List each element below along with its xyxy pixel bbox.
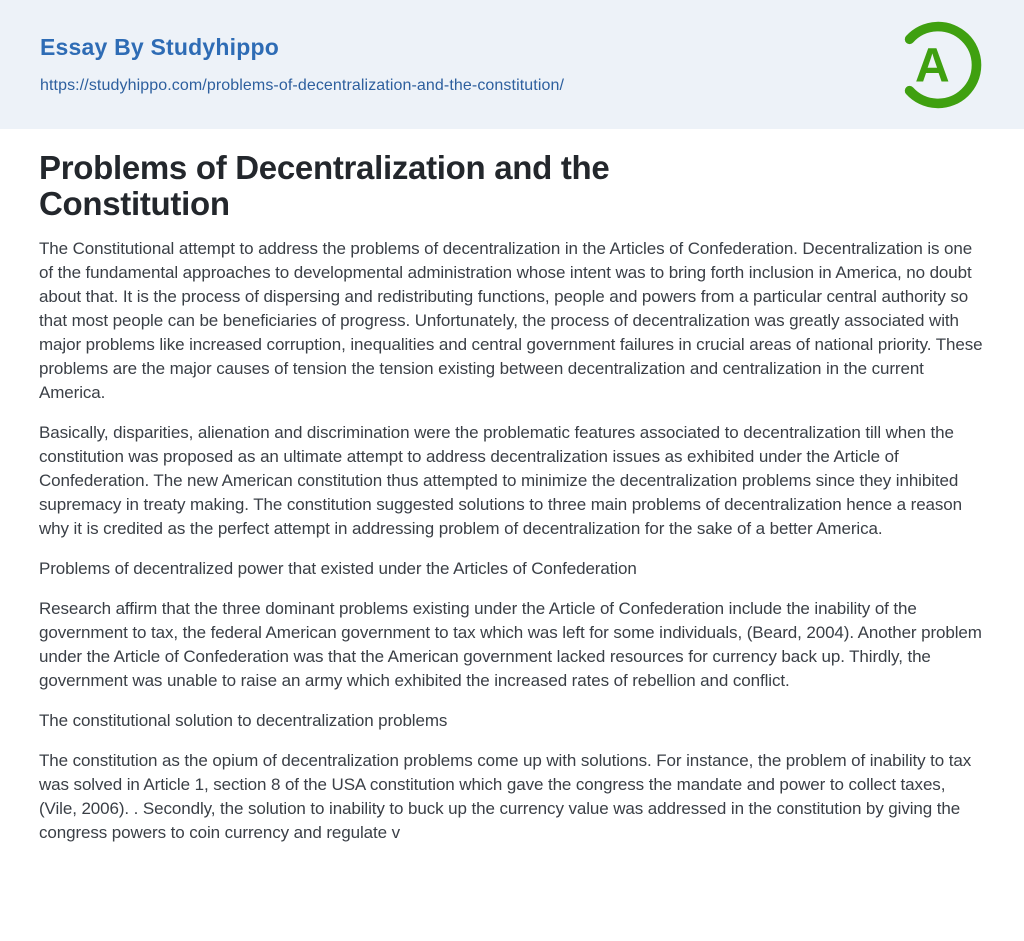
logo-letter: A [914,38,950,92]
studyhippo-logo-icon [890,17,986,113]
paragraph-background: Basically, disparities, alienation and discrimination were the problematic features associated to decentralization till when the constitution was proposed as an ultimate attempt to address decentralization issues as exhibited under the Article of Confederation. The new American constitution thus attempted to minimize the decentralization problems since they inhibited supremacy in treaty making. The constitution suggested solutions to three main problems of decentralization hence a reason why it is credited as the perfect attempt in addressing problem of decentralization for the sake of a better America. [39,423,963,538]
paragraph-intro: The Constitutional attempt to address the problems of decentralization in the Articles of Confederation. Decentralization is one of the fundamental approaches to developmental administration whose intent was to bring forth inclusion in America, no doubt about that. It is the process of dispersing and redistributing functions, people and powers from a particular central authority so that most people can be beneficiaries of progress. Unfortunately, the process of decentralization was greatly associated with major problems like increased corruption, inequalities and central government failures in crucial areas of national priority. These problems are the major causes of tension the tension existing between decentralization and centralization in the current America. [39,239,983,402]
header-text-block [40,34,564,95]
article-body [0,129,1024,845]
paragraph-problems: Research affirm that the three dominant problems existing under the Article of Confederation include the inability of the government to tax, the federal American government to tax which was left for some individuals, (Beard, 2004). Another problem under the Article of Confederation was that the American government lacked resources for currency back up. Thirdly, the government was unable to raise an army which exhibited the increased rates of rebellion and conflict. [39,599,982,690]
article-title: Problems of Decentralization and the Constitution [39,149,610,222]
site-title: Essay By Studyhippo [40,34,279,60]
section-heading-problems: Problems of decentralized power that existed under the Articles of Confederation [39,559,637,578]
paragraph-solution: The constitution as the opium of decentralization problems come up with solutions. For instance, the problem of inability to tax was solved in Article 1, section 8 of the USA constitution which gave the congress the mandate and power to collect taxes, (Vile, 2006). . Secondly, the solution to inability to buck up the currency value was addressed in the constitution by giving the congress powers to coin currency and regulate v [39,751,972,842]
section-heading-solution: The constitutional solution to decentralization problems [39,711,448,730]
source-url-link[interactable]: https://studyhippo.com/problems-of-decentralization-and-the-constitution/ [40,77,565,94]
page-header [0,0,1024,129]
